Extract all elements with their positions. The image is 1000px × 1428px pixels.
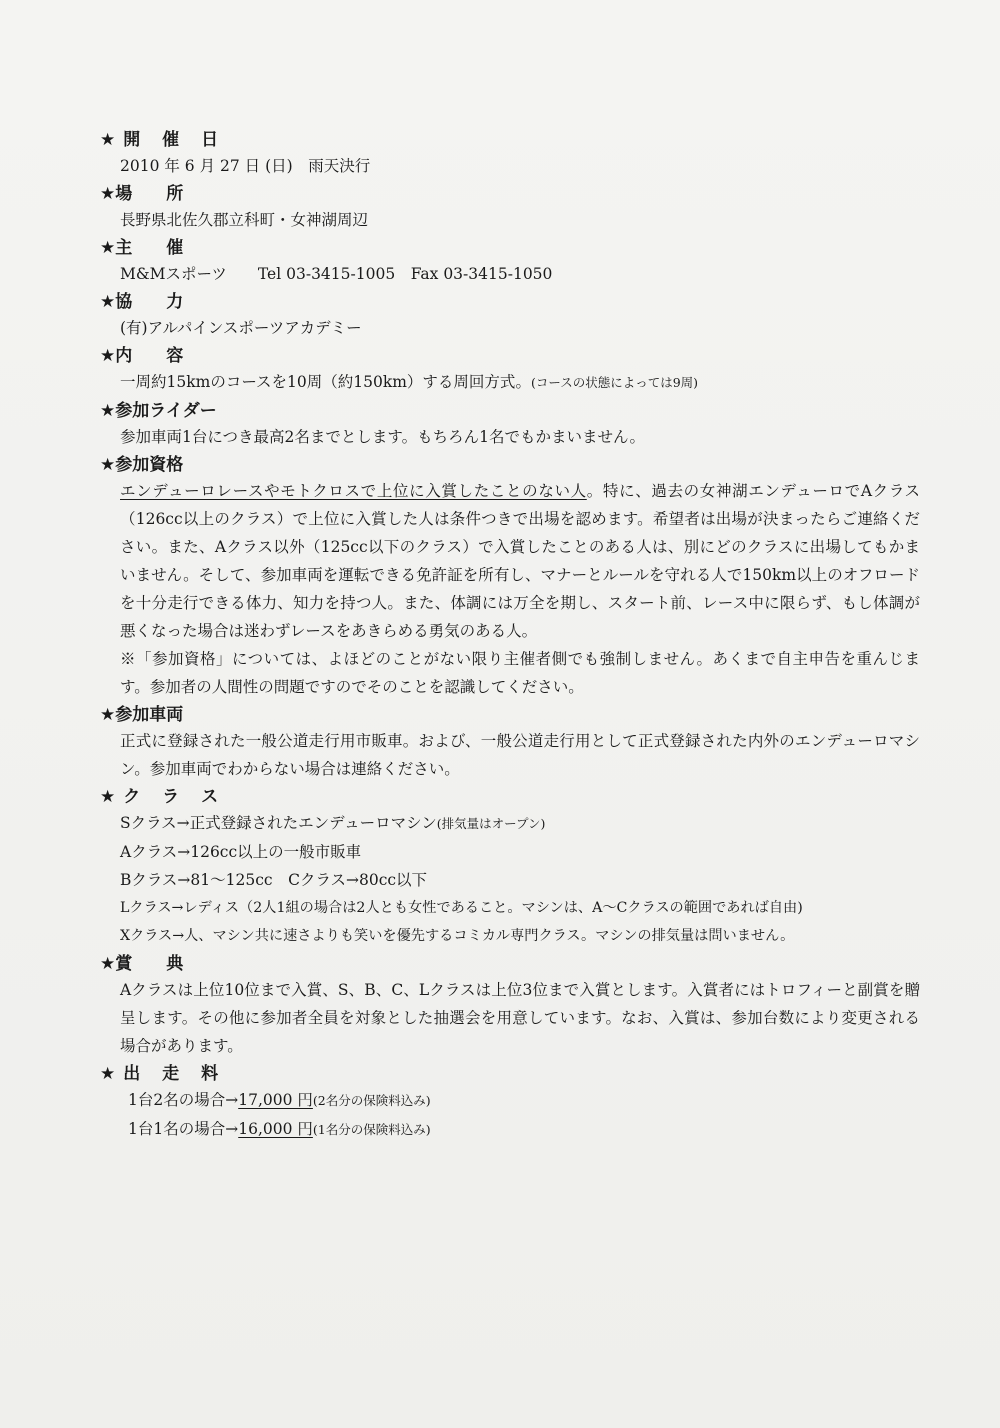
class-a: Aクラス→126cc以上の一般市販車 (120, 843, 362, 861)
class-s (120, 809, 926, 838)
fee-two-note: (2名分の保険料込み) (312, 1093, 431, 1108)
section-vehicle (96, 705, 926, 783)
section-cooperation (96, 292, 926, 342)
document-body (96, 126, 926, 1144)
section-schedule (96, 130, 926, 180)
class-l: Lクラス→レディス（2人1組の場合は2人とも女性であること。マシンは、A～Cクラスの範囲であれば自由) (120, 900, 803, 916)
content-text (120, 368, 926, 397)
heading-riders: ★参加ライダー (100, 401, 217, 421)
heading-vehicle: ★参加車両 (100, 705, 184, 725)
fee-line-two-riders (128, 1086, 926, 1115)
organizer-text: M&Mスポーツ Tel 03-3415-1005 Fax 03-3415-1050 (120, 265, 553, 283)
fee-two-prefix: 1台2名の場合→ (128, 1091, 239, 1109)
heading-schedule: ★開 催 日 (100, 130, 227, 150)
section-riders (96, 401, 926, 451)
heading-fee: ★出 走 料 (100, 1064, 227, 1084)
fee-one-note: (1名分の保険料込み) (312, 1122, 431, 1137)
heading-organizer: ★主 催 (100, 238, 184, 258)
heading-content: ★内 容 (100, 346, 184, 366)
qualification-underlined: エンデューロレースやモトクロスで上位に入賞したことのない人 (120, 482, 587, 500)
section-organizer (96, 238, 926, 288)
fee-one-amount: 16,000 円 (238, 1120, 313, 1138)
heading-cooperation: ★協 力 (100, 292, 184, 312)
qualification-text (120, 477, 920, 645)
fee-one-prefix: 1台1名の場合→ (128, 1120, 239, 1138)
class-s-main: Sクラス→正式登録されたエンデューロマシン (120, 814, 437, 832)
heading-qualification: ★参加資格 (100, 455, 184, 475)
section-venue (96, 184, 926, 234)
content-note: (コースの状態によっては9周) (530, 375, 699, 390)
section-fee (96, 1064, 926, 1144)
schedule-text: 2010 年 6 月 27 日 (日) 雨天決行 (120, 157, 371, 175)
riders-text: 参加車両1台につき最高2名までとします。もちろん1名でもかまいません。 (120, 428, 645, 446)
qualification-body: 。特に、過去の女神湖エンデューロでAクラス（126cc以上のクラス）で上位に入賞した人は条件つきで出場を認めます。希望者は出場が決まったらご連絡ください。また、Aクラス以外（125cc以下のクラス）で入賞したことのある人は、別にどのクラスに出場してもかまいません。そして、参加車両を運転できる免許証を所有し、マナーとルールを守れる人で150km以上のオフロードを十分走行できる体力、知力を持つ人。また、体調には万全を期し、スタート前、レース中に限らず、もし体調が悪くなった場合は迷わずレースをあきらめる勇気のある人。 (120, 482, 921, 640)
fee-line-one-rider (128, 1115, 926, 1144)
content-main: 一周約15kmのコースを10周（約150km）する周回方式。 (120, 373, 531, 391)
class-s-note: (排気量はオープン) (436, 816, 546, 831)
heading-venue: ★場 所 (100, 184, 184, 204)
cooperation-text: (有)アルパインスポーツアカデミー (120, 319, 362, 337)
class-x: Xクラス→人、マシン共に速さよりも笑いを優先するコミカル専門クラス。マシンの排気量は問いません。 (120, 928, 795, 944)
section-classes (96, 787, 926, 950)
heading-prizes: ★賞 典 (100, 954, 184, 974)
vehicle-text: 正式に登録された一般公道走行用市販車。および、一般公道走行用として正式登録された内外のエンデューロマシン。参加車両でわからない場合は連絡ください。 (120, 732, 920, 778)
venue-text: 長野県北佐久郡立科町・女神湖周辺 (120, 211, 369, 229)
class-bc: Bクラス→81～125cc Cクラス→80cc以下 (120, 871, 428, 889)
section-prizes (96, 954, 926, 1060)
qualification-note: ※「参加資格」については、よほどのことがない限り主催者側でも強制しません。あくまで自主申告を重んじます。参加者の人間性の問題ですのでそのことを認識してください。 (120, 650, 920, 696)
fee-two-amount: 17,000 円 (238, 1091, 313, 1109)
section-qualification (96, 455, 926, 701)
prizes-text: Aクラスは上位10位まで入賞、S、B、C、Lクラスは上位3位まで入賞とします。入賞者にはトロフィーと副賞を贈呈します。その他に参加者全員を対象とした抽選会を用意しています。なお、入賞は、参加台数により変更される場合があります。 (120, 981, 920, 1055)
heading-classes: ★ク ラ ス (100, 787, 227, 807)
section-content (96, 346, 926, 397)
